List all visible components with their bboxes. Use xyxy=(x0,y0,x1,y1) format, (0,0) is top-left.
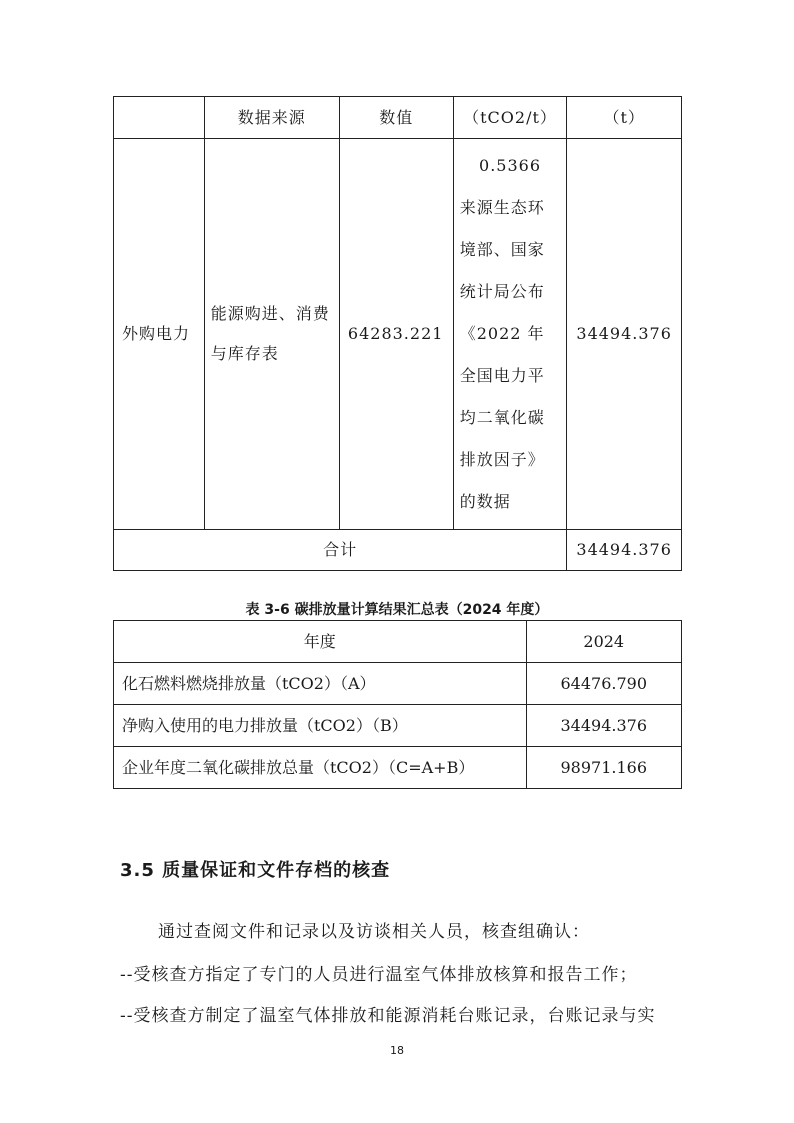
row-value: 34494.376 xyxy=(526,705,681,747)
page-number: 18 xyxy=(390,1044,404,1057)
value-cell: 64283.221 xyxy=(339,139,453,530)
total-value: 34494.376 xyxy=(567,530,682,571)
row-value: 64476.790 xyxy=(526,663,681,705)
row-value: 98971.166 xyxy=(526,747,681,789)
header-cell: （t） xyxy=(567,97,682,139)
total-label: 合计 xyxy=(114,530,567,571)
factor-value: 0.5366 xyxy=(479,156,542,175)
table-header-row xyxy=(114,97,682,139)
header-cell: 2024 xyxy=(526,621,681,663)
source-cell: 能源购进、消费与库存表 xyxy=(204,139,339,530)
header-cell: 数值 xyxy=(339,97,453,139)
header-cell: （tCO2/t） xyxy=(453,97,567,139)
total-row xyxy=(114,530,682,571)
factor-cell xyxy=(453,139,567,530)
paragraph: --受核查方指定了专门的人员进行温室气体排放核算和报告工作； xyxy=(120,965,638,985)
paragraph: 通过查阅文件和记录以及访谈相关人员，核查组确认： xyxy=(158,922,590,942)
paragraph: --受核查方制定了温室气体排放和能源消耗台账记录，台账记录与实 xyxy=(120,1006,656,1026)
table-header-row xyxy=(114,621,682,663)
header-cell xyxy=(114,97,205,139)
table-row xyxy=(114,705,682,747)
section-heading: 3.5 质量保证和文件存档的核查 xyxy=(120,860,391,881)
header-cell: 数据来源 xyxy=(204,97,339,139)
table-row xyxy=(114,663,682,705)
row-label: 企业年度二氧化碳排放总量（tCO2）（C=A+B） xyxy=(114,747,527,789)
table-row xyxy=(114,747,682,789)
table-row xyxy=(114,139,682,530)
emission-summary-table xyxy=(113,620,682,789)
row-label: 化石燃料燃烧排放量（tCO2）（A） xyxy=(114,663,527,705)
item-cell: 外购电力 xyxy=(114,139,205,530)
header-cell: 年度 xyxy=(114,621,527,663)
factor-source: 来源生态环境部、国家统计局公布《2022 年全国电力平均二氧化碳排放因子》的数据 xyxy=(459,198,545,511)
electricity-emission-table xyxy=(113,96,682,571)
row-label: 净购入使用的电力排放量（tCO2）（B） xyxy=(114,705,527,747)
emission-cell: 34494.376 xyxy=(567,139,682,530)
table-caption: 表 3-6 碳排放量计算结果汇总表（2024 年度） xyxy=(245,602,549,618)
